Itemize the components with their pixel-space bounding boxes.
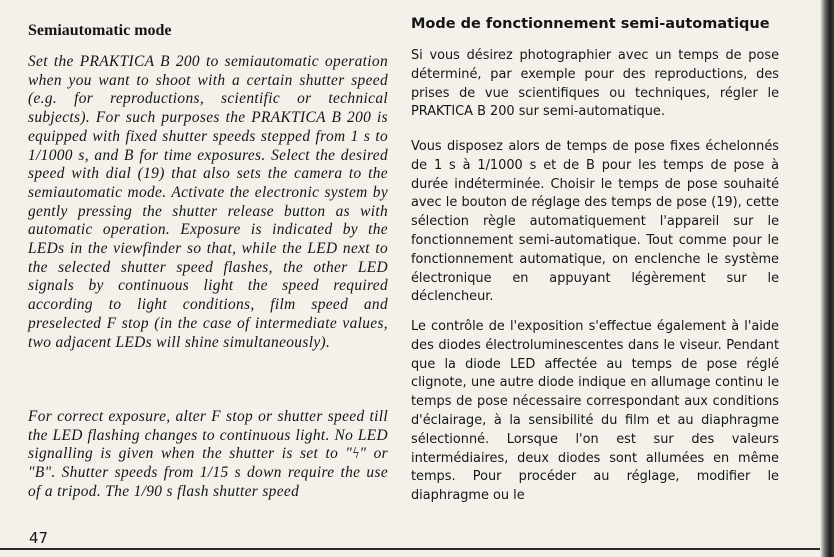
english-heading: Semiautomatic mode: [28, 22, 172, 39]
french-paragraph-3: Le contrôle de l'exposition s'effectue également à l'aide des diodes électroluminescentes dans le viseur. Pendant que la diode LED affectée au temps de pose réglé clignote, une autre diode indique en allumage continu le temps de pose nécessaire correspondant aux conditions d'éclairage, à la sensibilité du film et au diaphragme sélectionné. Lorsque l'on est sur des valeurs intermédiaires, deux diodes sont allumées en même temps. Pour procéder au réglage, modifier le diaphragme ou le: [411, 319, 779, 504]
page-edge-shadow: [820, 0, 834, 557]
french-heading: Mode de fonctionnement semi-automatique: [411, 16, 770, 32]
english-paragraph-2: For correct exposure, alter F stop or shutter speed till the LED flashing changes to continuous light. No LED signalling is given when the shutter is set to "ϟ" or "B". Shutter speeds from 1/15 s down require the use of a tripod. The 1/90 s flash shutter speed: [28, 408, 388, 500]
page-number: 47: [29, 529, 49, 547]
french-paragraph-2: Vous disposez alors de temps de pose fixes échelonnés de 1 s à 1/1000 s et de B pour les temps de pose à durée indéterminée. Choisir le temps de pose souhaité avec le bouton de réglage des temps de pose (19), cette sélection règle automatiquement l'appareil sur le fonctionnement semi-automatique. Tout comme pour le fonctionnement automatique, on enclenche le système électronique en appuyant légèrement sur le déclencheur.: [411, 139, 779, 305]
french-paragraph-1: Si vous désirez photographier avec un temps de pose déterminé, par exemple pour des reproductions, des prises de vue scientifiques ou techniques, régler le PRAKTICA B 200 sur semi-automatique.: [411, 48, 779, 120]
bottom-rule: [0, 548, 834, 550]
english-paragraph-1: Set the PRAKTICA B 200 to semiautomatic operation when you want to shoot with a certain shutter speed (e.g. for reproductions, scientific or technical subjects). For such purposes the PRAKTICA B 200 is equipped with fixed shutter speeds stepped from 1 s to 1/1000 s, and B for time exposures. Select the desired speed with dial (19) that also sets the camera to the semiautomatic mode. Activate the electronic system by gently pressing the shutter release button as with automatic operation. Exposure is indicated by the LEDs in the viewfinder so that, while the LED next to the selected shutter speed flashes, the other LED signals by continuous light the speed required according to light conditions, film speed and preselected F stop (in the case of intermediate values, two adjacent LEDs will shine simultaneously).: [28, 53, 388, 351]
